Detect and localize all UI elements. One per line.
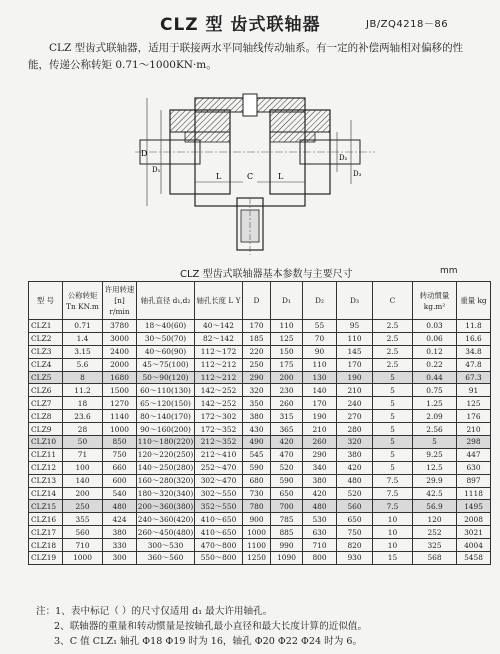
table-cell: 785 <box>271 513 303 526</box>
table-cell: 91 <box>457 384 491 397</box>
table-cell: 5.6 <box>63 358 103 371</box>
table-cell: 1100 <box>243 539 271 552</box>
table-cell: 1250 <box>243 552 271 565</box>
notes-section <box>36 604 486 649</box>
table-cell: 1495 <box>457 500 491 513</box>
table-cell: 40～60(90) <box>137 345 195 358</box>
table-cell: 420 <box>337 461 373 474</box>
table-cell: 50～90(120) <box>137 371 195 384</box>
table-cell: CLZ15 <box>29 500 63 513</box>
table-row <box>29 332 491 345</box>
table-cell: 590 <box>243 461 271 474</box>
table-cell: 80～140(170) <box>137 410 195 423</box>
table-cell: 200 <box>63 487 103 500</box>
table-cell: 100 <box>63 461 103 474</box>
table-cell: 365 <box>271 423 303 436</box>
table-cell: 190 <box>303 410 337 423</box>
table-cell: 330 <box>103 539 137 552</box>
table-cell: 5 <box>373 410 413 423</box>
table-cell: 175 <box>271 358 303 371</box>
table-row <box>29 474 491 487</box>
table-cell: 900 <box>243 513 271 526</box>
header-inertia: 转动惯量 kg.m² <box>413 282 457 320</box>
table-cell: 300 <box>103 552 137 565</box>
table-cell: 1.25 <box>413 397 457 410</box>
table-cell: 82～142 <box>195 332 243 345</box>
table-cell: 15 <box>373 552 413 565</box>
table-cell: 220 <box>243 345 271 358</box>
table-row <box>29 384 491 397</box>
table-cell: CLZ9 <box>29 423 63 436</box>
table-unit: mm <box>440 266 458 276</box>
table-cell: CLZ18 <box>29 539 63 552</box>
table-cell: 125 <box>457 397 491 410</box>
intro-paragraph: CLZ 型齿式联轴器，适用于联接两水平同轴线传动轴系。有一定的补偿两轴相对偏移的性能，传递公称转矩 0.71～1000KN·m。 <box>28 42 464 71</box>
table-cell: 18 <box>63 397 103 410</box>
header-speed: 许用转速 [n] r/min <box>103 282 137 320</box>
table-cell: 18～40(60) <box>137 320 195 333</box>
table-row <box>29 500 491 513</box>
table-cell: 0.75 <box>413 384 457 397</box>
coupling-section-svg <box>125 80 385 265</box>
dim-L-right: L <box>278 172 284 181</box>
table-row <box>29 539 491 552</box>
table-cell: 780 <box>243 500 271 513</box>
table-cell: 0.22 <box>413 358 457 371</box>
table-cell: 2.5 <box>373 345 413 358</box>
table-cell: 90 <box>303 345 337 358</box>
table-cell: 0.06 <box>413 332 457 345</box>
table-cell: 520 <box>337 487 373 500</box>
header-length: 轴孔长度 L Y <box>195 282 243 320</box>
table-cell: 380 <box>243 410 271 423</box>
table-row <box>29 552 491 565</box>
table-cell: 212～352 <box>195 436 243 449</box>
table-cell: 112～212 <box>195 358 243 371</box>
table-row <box>29 487 491 500</box>
table-caption-row <box>0 265 500 279</box>
table-cell: CLZ4 <box>29 358 63 371</box>
table-cell: 23.6 <box>63 410 103 423</box>
table-cell: 170 <box>303 397 337 410</box>
table-cell: 885 <box>271 526 303 539</box>
table-cell: 2008 <box>457 513 491 526</box>
header-torque: 公称转矩 Tn KN.m <box>63 282 103 320</box>
header-weight: 重量 kg <box>457 282 491 320</box>
note-3: 3、C 值 CLZ₁ 轴孔 Φ18 Φ19 时为 16，轴孔 Φ20 Φ22 Φ24 时为 6。 <box>54 636 363 647</box>
table-cell: 820 <box>337 539 373 552</box>
table-cell: 600 <box>103 474 137 487</box>
table-cell: 5 <box>373 423 413 436</box>
table-cell: 650 <box>337 513 373 526</box>
table-cell: 7.5 <box>373 487 413 500</box>
note-1: 注：1、表中标记（ ）的尺寸仅适用 d₁ 最大许用轴孔。 <box>36 606 273 617</box>
table-cell: 7.5 <box>373 500 413 513</box>
table-cell: 2000 <box>103 358 137 371</box>
table-cell: 660 <box>103 461 137 474</box>
coupling-drawing <box>125 80 385 265</box>
table-cell: 1000 <box>103 423 137 436</box>
table-cell: 750 <box>337 526 373 539</box>
dim-D2: D₂ <box>339 154 348 162</box>
table-cell: 170 <box>337 358 373 371</box>
table-cell: 5 <box>373 371 413 384</box>
table-cell: CLZ13 <box>29 474 63 487</box>
table-cell: 50 <box>63 436 103 449</box>
table-cell: 172～352 <box>195 423 243 436</box>
table-cell: 560 <box>337 500 373 513</box>
table-cell: 110～180(220) <box>137 437 194 447</box>
table-row <box>29 461 491 474</box>
table-caption: CLZ 型齿式联轴器基本参数与主要尺寸 <box>180 269 353 280</box>
table-cell: 750 <box>103 448 137 461</box>
table-cell: 2.5 <box>373 358 413 371</box>
table-cell: 95 <box>337 320 373 333</box>
table-cell: 380 <box>337 448 373 461</box>
table-cell: 110 <box>271 320 303 333</box>
table-header-row <box>29 282 491 320</box>
table-cell: 320 <box>243 384 271 397</box>
table-cell: 380 <box>303 474 337 487</box>
table-cell: 10 <box>373 513 413 526</box>
dim-C: C <box>247 172 254 181</box>
table-cell: CLZ19 <box>29 552 63 565</box>
table-cell: 120～220(250) <box>137 450 194 460</box>
table-cell: 200～360(380) <box>137 501 194 511</box>
table-cell: 710 <box>63 539 103 552</box>
table-cell: 28 <box>63 423 103 436</box>
standard-code: JB/ZQ4218－86 <box>366 19 449 30</box>
table-cell: CLZ11 <box>29 448 63 461</box>
table-cell: 540 <box>103 487 137 500</box>
table-cell: 630 <box>303 526 337 539</box>
table-cell: 1000 <box>63 552 103 565</box>
table-cell: 530 <box>303 513 337 526</box>
table-cell: 2.09 <box>413 410 457 423</box>
table-cell: 252～470 <box>195 461 243 474</box>
table-cell: 120 <box>413 513 457 526</box>
header-model: 型 号 <box>29 282 63 320</box>
table-cell: 568 <box>413 552 457 565</box>
table-cell: 10 <box>373 539 413 552</box>
table-cell: 710 <box>303 539 337 552</box>
table-cell: 5 <box>373 384 413 397</box>
table-cell: 1118 <box>457 487 491 500</box>
table-cell: 11.2 <box>63 384 103 397</box>
table-cell: 145 <box>337 345 373 358</box>
table-cell: 410～650 <box>195 526 243 539</box>
table-cell: 2.5 <box>373 320 413 333</box>
table-cell: 150 <box>271 345 303 358</box>
table-cell: 680 <box>243 474 271 487</box>
table-cell: 110 <box>337 332 373 345</box>
table-cell: CLZ12 <box>29 461 63 474</box>
table-cell: 320 <box>337 436 373 449</box>
table-cell: CLZ5 <box>29 371 63 384</box>
table-cell: 897 <box>457 474 491 487</box>
table-cell: 176 <box>457 410 491 423</box>
dim-D: D <box>141 149 148 158</box>
table-cell: 190 <box>337 371 373 384</box>
table-row <box>29 448 491 461</box>
table-row <box>29 513 491 526</box>
table-cell: 260～450(480) <box>137 527 194 537</box>
table-cell: 185 <box>243 332 271 345</box>
table-cell: 700 <box>271 500 303 513</box>
table-cell: 850 <box>103 436 137 449</box>
table-cell: 290 <box>243 371 271 384</box>
table-cell: 630 <box>457 461 491 474</box>
table-row <box>29 436 491 449</box>
table-body <box>29 320 491 565</box>
table-cell: 490 <box>243 436 271 449</box>
table-cell: 5 <box>373 436 413 449</box>
table-cell: 352～550 <box>195 500 243 513</box>
table-cell: 0.03 <box>413 320 457 333</box>
table-cell: 0.12 <box>413 345 457 358</box>
table-cell: 5458 <box>457 552 491 565</box>
table-cell: 65～120(150) <box>137 397 195 410</box>
table-row <box>29 410 491 423</box>
table-cell: 10 <box>373 526 413 539</box>
table-cell: 1680 <box>103 371 137 384</box>
table-cell: 34.8 <box>457 345 491 358</box>
table-cell: 1000 <box>243 526 271 539</box>
table-cell: 250 <box>63 500 103 513</box>
table-cell: 480 <box>337 474 373 487</box>
table-cell: 260 <box>303 436 337 449</box>
table-cell: 45～75(100) <box>137 358 195 371</box>
table-cell: 302～550 <box>195 487 243 500</box>
table-cell: 410～650 <box>195 513 243 526</box>
table-cell: 252 <box>413 526 457 539</box>
table-cell: 520 <box>271 461 303 474</box>
table-cell: 2.5 <box>373 332 413 345</box>
table-cell: CLZ17 <box>29 526 63 539</box>
table-cell: 260 <box>271 397 303 410</box>
table-cell: CLZ10 <box>29 436 63 449</box>
note-2: 2、联轴器的重量和转动惯量是按轴孔最小直径和最大长度计算的近似值。 <box>54 621 368 632</box>
table-cell: 160～280(320) <box>137 476 194 486</box>
table-cell: 480 <box>103 500 137 513</box>
page-title: CLZ 型 齿式联轴器 <box>160 15 321 35</box>
dim-L-left: L <box>216 172 222 181</box>
table-cell: CLZ7 <box>29 397 63 410</box>
table-cell: 480 <box>303 500 337 513</box>
table-cell: 112～212 <box>195 371 243 384</box>
table-row <box>29 397 491 410</box>
table-cell: 590 <box>271 474 303 487</box>
table-cell: 0.44 <box>413 371 457 384</box>
table-cell: 55 <box>303 320 337 333</box>
table-cell: CLZ6 <box>29 384 63 397</box>
table-cell: 930 <box>337 552 373 565</box>
table-cell: 424 <box>103 513 137 526</box>
table-cell: 67.3 <box>457 371 491 384</box>
table-cell: 130 <box>303 371 337 384</box>
table-cell: 5 <box>373 461 413 474</box>
table-cell: 210 <box>303 423 337 436</box>
table-cell: 360～560 <box>137 552 195 565</box>
dim-D1: D₁ <box>152 166 161 174</box>
table-cell: 170 <box>243 320 271 333</box>
table-cell: 5 <box>413 436 457 449</box>
table-cell: 447 <box>457 448 491 461</box>
table-cell: 142～252 <box>195 384 243 397</box>
table-cell: 180～320(340) <box>137 489 194 499</box>
table-cell: 1270 <box>103 397 137 410</box>
table-cell: 112～172 <box>195 345 243 358</box>
table-cell: 250 <box>243 358 271 371</box>
table-cell: 11.8 <box>457 320 491 333</box>
table-cell: 140 <box>63 474 103 487</box>
title-row <box>0 10 500 35</box>
table-cell: 70 <box>303 332 337 345</box>
table-cell: 2400 <box>103 345 137 358</box>
table-cell: 210 <box>457 423 491 436</box>
table-cell: CLZ1 <box>29 320 63 333</box>
table-cell: 200 <box>271 371 303 384</box>
table-cell: CLZ3 <box>29 345 63 358</box>
table-cell: 212～410 <box>195 448 243 461</box>
table-cell: 340 <box>303 461 337 474</box>
table-cell: 420 <box>303 487 337 500</box>
table-cell: CLZ8 <box>29 410 63 423</box>
table-cell: 0.71 <box>63 320 103 333</box>
table-cell: 800 <box>303 552 337 565</box>
header-C: C <box>373 282 413 320</box>
table-cell: 1140 <box>103 410 137 423</box>
table-cell: 110 <box>303 358 337 371</box>
table-cell: 550～800 <box>195 552 243 565</box>
table-row <box>29 371 491 384</box>
table-cell: 355 <box>63 513 103 526</box>
header-D: D <box>243 282 271 320</box>
table-cell: 5 <box>373 397 413 410</box>
header-D2: D₂ <box>303 282 337 320</box>
table-cell: 420 <box>271 436 303 449</box>
header-D3: D₃ <box>337 282 373 320</box>
parameter-table <box>28 281 491 565</box>
table-cell: 9.25 <box>413 448 457 461</box>
table-cell: 42.5 <box>413 487 457 500</box>
table-cell: 30～50(70) <box>137 332 195 345</box>
table-cell: 298 <box>457 436 491 449</box>
table-cell: CLZ16 <box>29 513 63 526</box>
table-row <box>29 423 491 436</box>
table-cell: 3.15 <box>63 345 103 358</box>
table-cell: 3000 <box>103 332 137 345</box>
table-cell: 172～302 <box>195 410 243 423</box>
table-cell: 140 <box>303 384 337 397</box>
table-cell: 5 <box>373 448 413 461</box>
table-cell: 350 <box>243 397 271 410</box>
table-cell: 240 <box>337 397 373 410</box>
table-cell: 142～252 <box>195 397 243 410</box>
table-cell: 280 <box>337 423 373 436</box>
table-cell: 990 <box>271 539 303 552</box>
table-cell: 300～530 <box>137 539 195 552</box>
table-row <box>29 526 491 539</box>
table-cell: 1.4 <box>63 332 103 345</box>
table-cell: 230 <box>271 384 303 397</box>
table-cell: 4004 <box>457 539 491 552</box>
table-cell: 56.9 <box>413 500 457 513</box>
table-cell: 380 <box>103 526 137 539</box>
table-cell: 8 <box>63 371 103 384</box>
header-D1: D₁ <box>271 282 303 320</box>
table-cell: 240～360(420) <box>137 514 194 524</box>
table-cell: 315 <box>271 410 303 423</box>
table-cell: 12.5 <box>413 461 457 474</box>
table-cell: 71 <box>63 448 103 461</box>
table-cell: 60～110(130) <box>137 384 195 397</box>
table-cell: 90～160(200) <box>137 423 195 436</box>
table-row <box>29 320 491 333</box>
table-cell: 210 <box>337 384 373 397</box>
table-cell: 3780 <box>103 320 137 333</box>
table-cell: 29.9 <box>413 474 457 487</box>
table-cell: 545 <box>243 448 271 461</box>
table-cell: 430 <box>243 423 271 436</box>
table-cell: 470 <box>271 448 303 461</box>
table-cell: 730 <box>243 487 271 500</box>
table-cell: 140～250(280) <box>137 463 194 473</box>
table-cell: 3021 <box>457 526 491 539</box>
table-cell: 270 <box>337 410 373 423</box>
table-cell: CLZ14 <box>29 487 63 500</box>
table-cell: 1090 <box>271 552 303 565</box>
table-cell: 40～142 <box>195 320 243 333</box>
table-row <box>29 358 491 371</box>
table-cell: 2.56 <box>413 423 457 436</box>
header-bore: 轴孔直径 d₁,d₂ <box>137 282 195 320</box>
table-cell: 290 <box>303 448 337 461</box>
table-cell: 470～800 <box>195 539 243 552</box>
table-cell: 325 <box>413 539 457 552</box>
table-cell: 47.8 <box>457 358 491 371</box>
table-cell: 1500 <box>103 384 137 397</box>
table-cell: 560 <box>63 526 103 539</box>
table-cell: CLZ2 <box>29 332 63 345</box>
dim-D3: D₃ <box>353 170 362 178</box>
table-cell: 16.6 <box>457 332 491 345</box>
table-cell: 302～470 <box>195 474 243 487</box>
table-cell: 650 <box>271 487 303 500</box>
table-row <box>29 345 491 358</box>
table-cell: 125 <box>271 332 303 345</box>
table-cell: 7.5 <box>373 474 413 487</box>
